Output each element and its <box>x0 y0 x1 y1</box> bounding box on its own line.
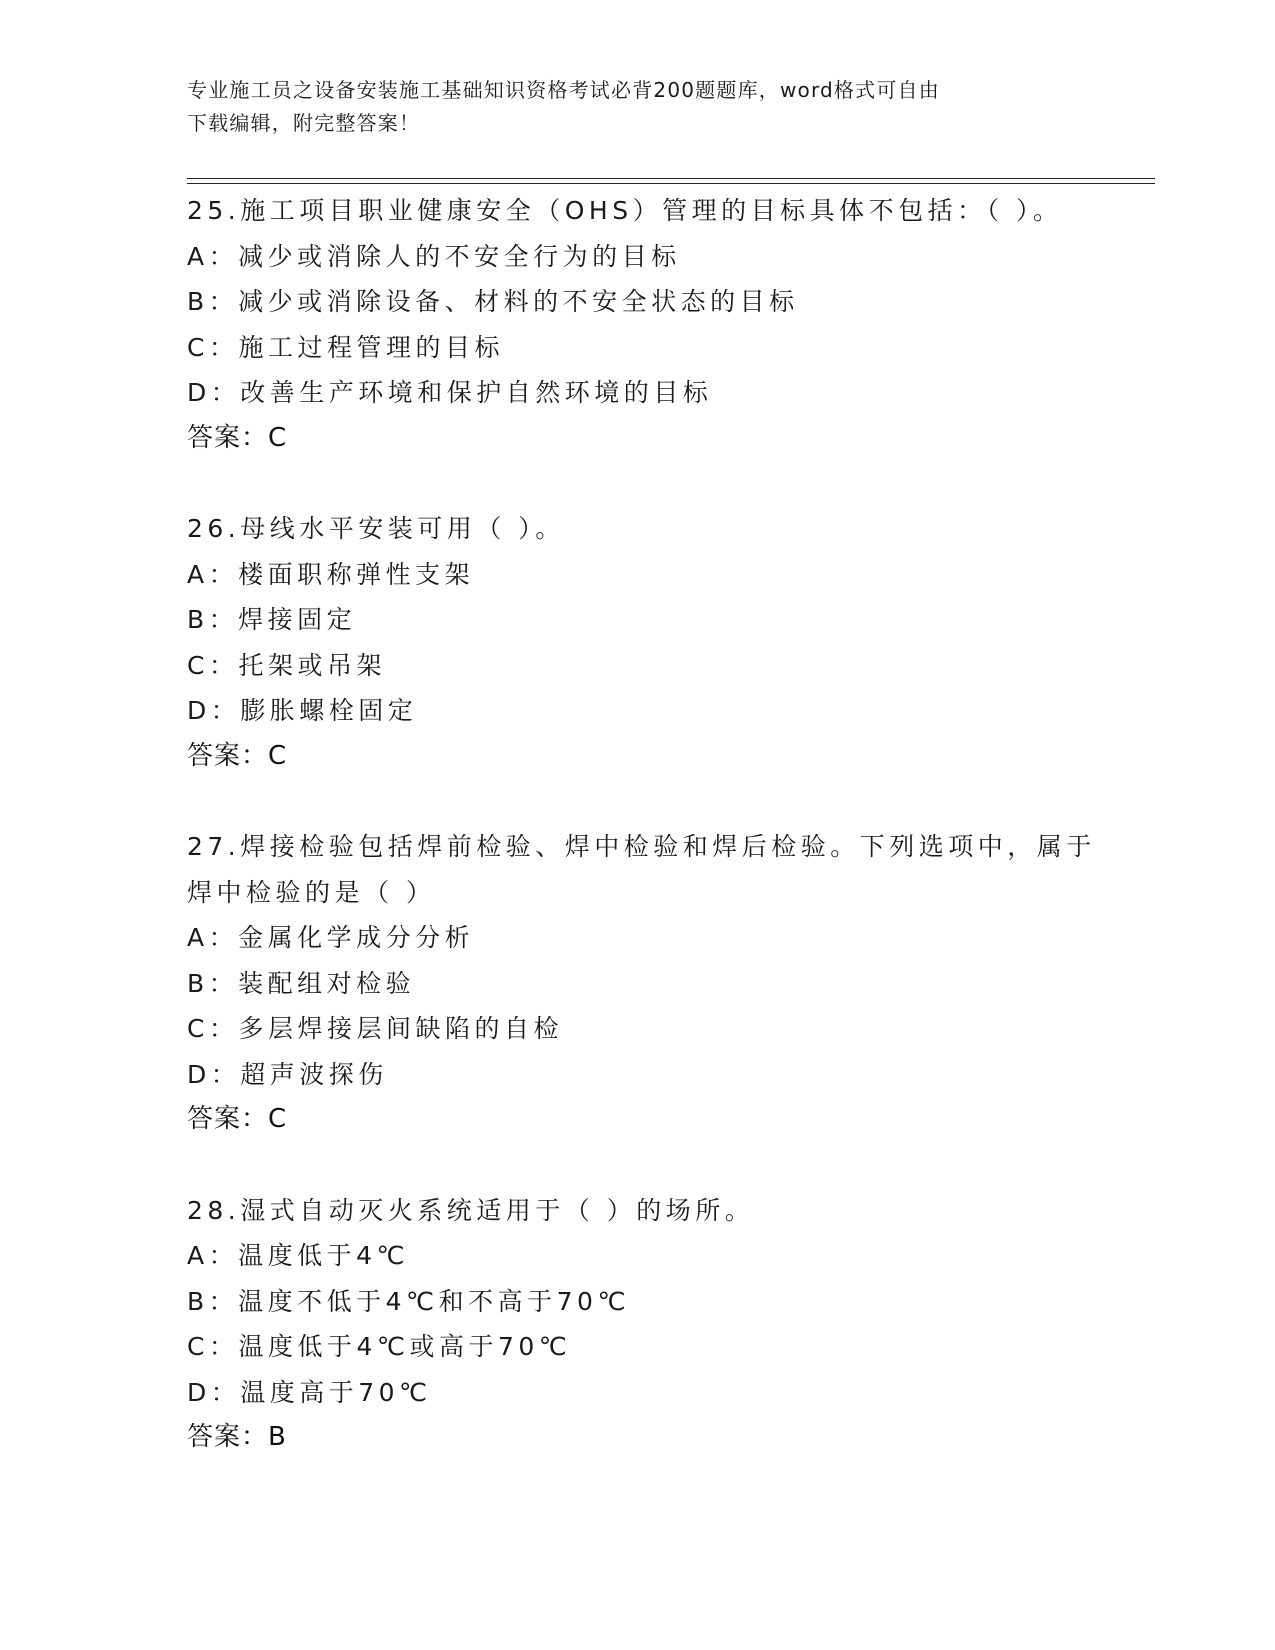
option-c: C：多层焊接层间缺陷的自检 <box>187 1014 563 1043</box>
option-b: B：装配组对检验 <box>187 968 416 998</box>
option-c: C：托架或吊架 <box>187 650 386 680</box>
option-b: B：减少或消除设备、材料的不安全状态的目标 <box>187 287 799 316</box>
option-d: D：改善生产环境和保护自然环境的目标 <box>187 378 713 407</box>
header-line-1: 专业施工员之设备安装施工基础知识资格考试必背200题题库，word格式可自由 <box>187 78 940 102</box>
answer-label: 答案：C <box>187 740 288 771</box>
question-stem: 26.母线水平安装可用（ ）。 <box>187 514 565 543</box>
document-header <box>187 74 1087 140</box>
option-b: B：焊接固定 <box>187 605 357 634</box>
option-b: B：温度不低于4℃和不高于70℃ <box>187 1286 631 1316</box>
answer-label: 答案：C <box>187 1104 288 1134</box>
answer-label: 答案：C <box>187 422 288 453</box>
header-divider-bottom <box>187 183 1155 184</box>
question-stem-line-2: 焊中检验的是（ ） <box>187 877 436 907</box>
question-stem: 25.施工项目职业健康安全（OHS）管理的目标具体不包括：（ ）。 <box>187 196 1063 225</box>
option-d: D：膨胀螺栓固定 <box>187 696 418 725</box>
answer-label: 答案：B <box>187 1422 287 1452</box>
question-28 <box>187 1188 1147 1461</box>
option-d: D：超声波探伤 <box>187 1059 388 1089</box>
question-list <box>187 188 1147 1506</box>
option-c: C：温度低于4℃或高于70℃ <box>187 1332 572 1361</box>
option-a: A：减少或消除人的不安全行为的目标 <box>187 241 681 271</box>
option-c: C：施工过程管理的目标 <box>187 332 504 362</box>
header-line-2: 下载编辑，附完整答案！ <box>187 111 421 135</box>
option-a: A：金属化学成分分析 <box>187 923 475 952</box>
question-26 <box>187 506 1147 779</box>
option-d: D：温度高于70℃ <box>187 1377 432 1407</box>
header-divider-top <box>187 178 1155 179</box>
option-a: A：温度低于4℃ <box>187 1241 410 1270</box>
question-25 <box>187 188 1147 461</box>
question-27 <box>187 824 1147 1143</box>
question-stem: 28.湿式自动灭火系统适用于（ ）的场所。 <box>187 1195 755 1225</box>
option-a: A：楼面职称弹性支架 <box>187 559 475 589</box>
question-stem-line-1: 27.焊接检验包括焊前检验、焊中检验和焊后检验。下列选项中，属于 <box>187 832 1096 861</box>
